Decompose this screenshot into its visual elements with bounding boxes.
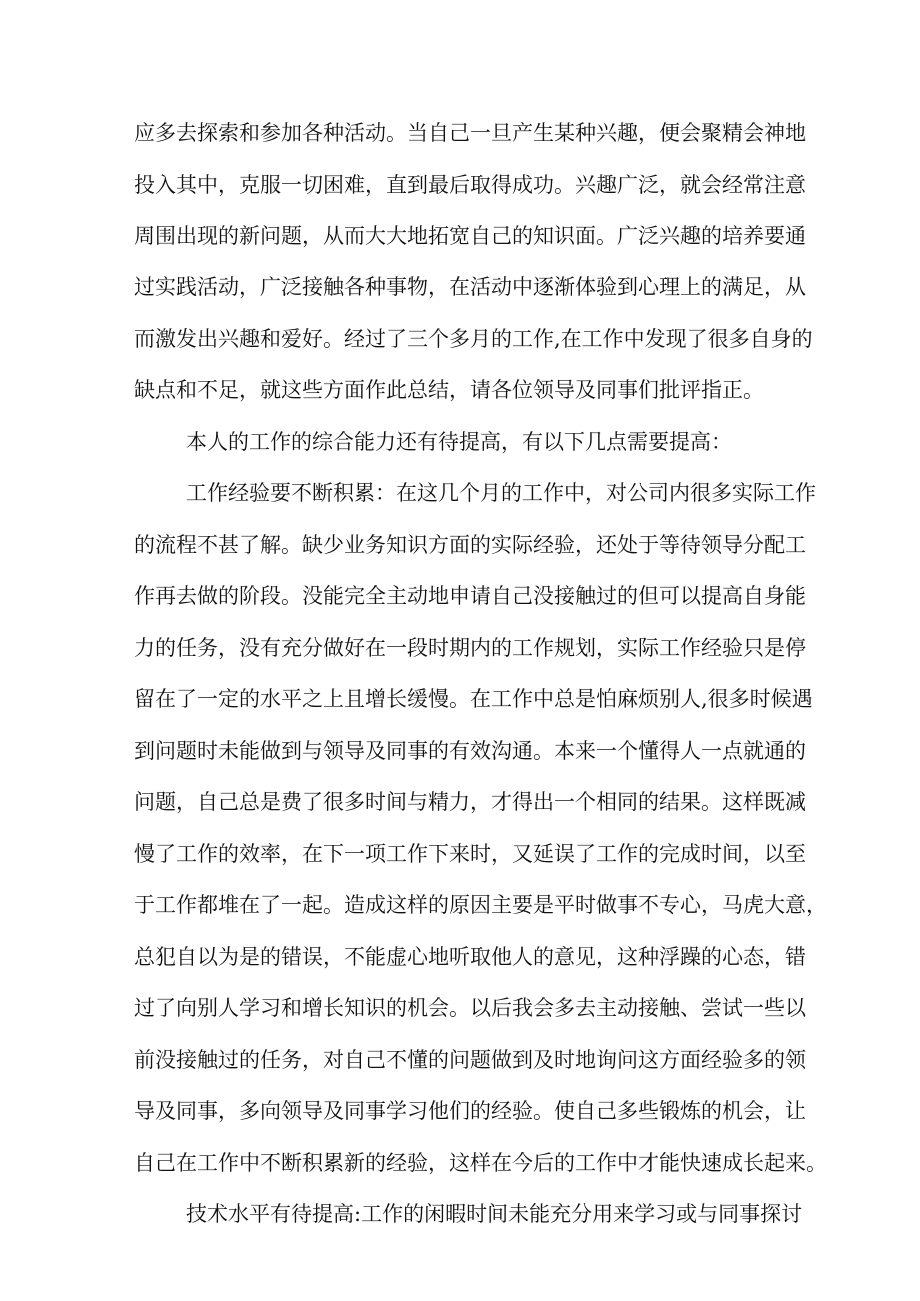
text-line: 作再去做的阶段。没能完全主动地申请自己没接触过的但可以提高自身能: [134, 584, 806, 608]
text-line: 力的任务，没有充分做好在一段时期内的工作规划，实际工作经验只是停: [134, 636, 806, 660]
text-line: 应多去探索和参加各种活动。当自己一旦产生某种兴趣，便会聚精会神地: [134, 121, 806, 145]
text-line: 周围出现的新问题，从而大大地拓宽自己的知识面。广泛兴趣的培养要通: [134, 224, 806, 248]
text-line: 前没接触过的任务，对自己不懂的问题做到及时地询问这方面经验多的领: [134, 1048, 806, 1072]
text-line: 慢了工作的效率，在下一项工作下来时，又延误了工作的完成时间，以至: [134, 842, 806, 866]
text-line: 自己在工作中不断积累新的经验，这样在今后的工作中才能快速成长起来。: [134, 1151, 827, 1175]
text-line: 过实践活动，广泛接触各种事物，在活动中逐渐体验到心理上的满足，从: [134, 275, 806, 299]
text-line: 过了向别人学习和增长知识的机会。以后我会多去主动接触、尝试一些以: [134, 996, 806, 1020]
text-line: 问题，自己总是费了很多时间与精力，才得出一个相同的结果。这样既减: [134, 790, 806, 814]
text-line: 总犯自以为是的错误，不能虚心地听取他人的意见，这种浮躁的心态，错: [134, 945, 806, 969]
text-line: 留在了一定的水平之上且增长缓慢。在工作中总是怕麻烦别人,很多时候遇: [134, 687, 813, 711]
section-heading-line: 技术水平有待提高:工作的闲暇时间未能充分用来学习或与同事探讨: [186, 1202, 803, 1226]
text-line: 的流程不甚了解。缺少业务知识方面的实际经验，还处于等待领导分配工: [134, 533, 806, 557]
section-heading-line: 工作经验要不断积累：在这几个月的工作中，对公司内很多实际工作: [186, 481, 816, 505]
paragraph-heading: 本人的工作的综合能力还有待提高，有以下几点需要提高：: [186, 430, 732, 454]
text-line: 到问题时未能做到与领导及同事的有效沟通。本来一个懂得人一点就通的: [134, 739, 806, 763]
text-line: 导及同事，多向领导及同事学习他们的经验。使自己多些锻炼的机会，让: [134, 1099, 806, 1123]
text-line: 缺点和不足，就这些方面作此总结，请各位领导及同事们批评指正。: [134, 378, 764, 402]
text-line: 于工作都堆在了一起。造成这样的原因主要是平时做事不专心，马虎大意，: [134, 893, 827, 917]
text-line: 投入其中，克服一切困难，直到最后取得成功。兴趣广泛，就会经常注意: [134, 173, 806, 197]
text-line: 而激发出兴趣和爱好。经过了三个多月的工作,在工作中发现了很多自身的: [134, 327, 813, 351]
